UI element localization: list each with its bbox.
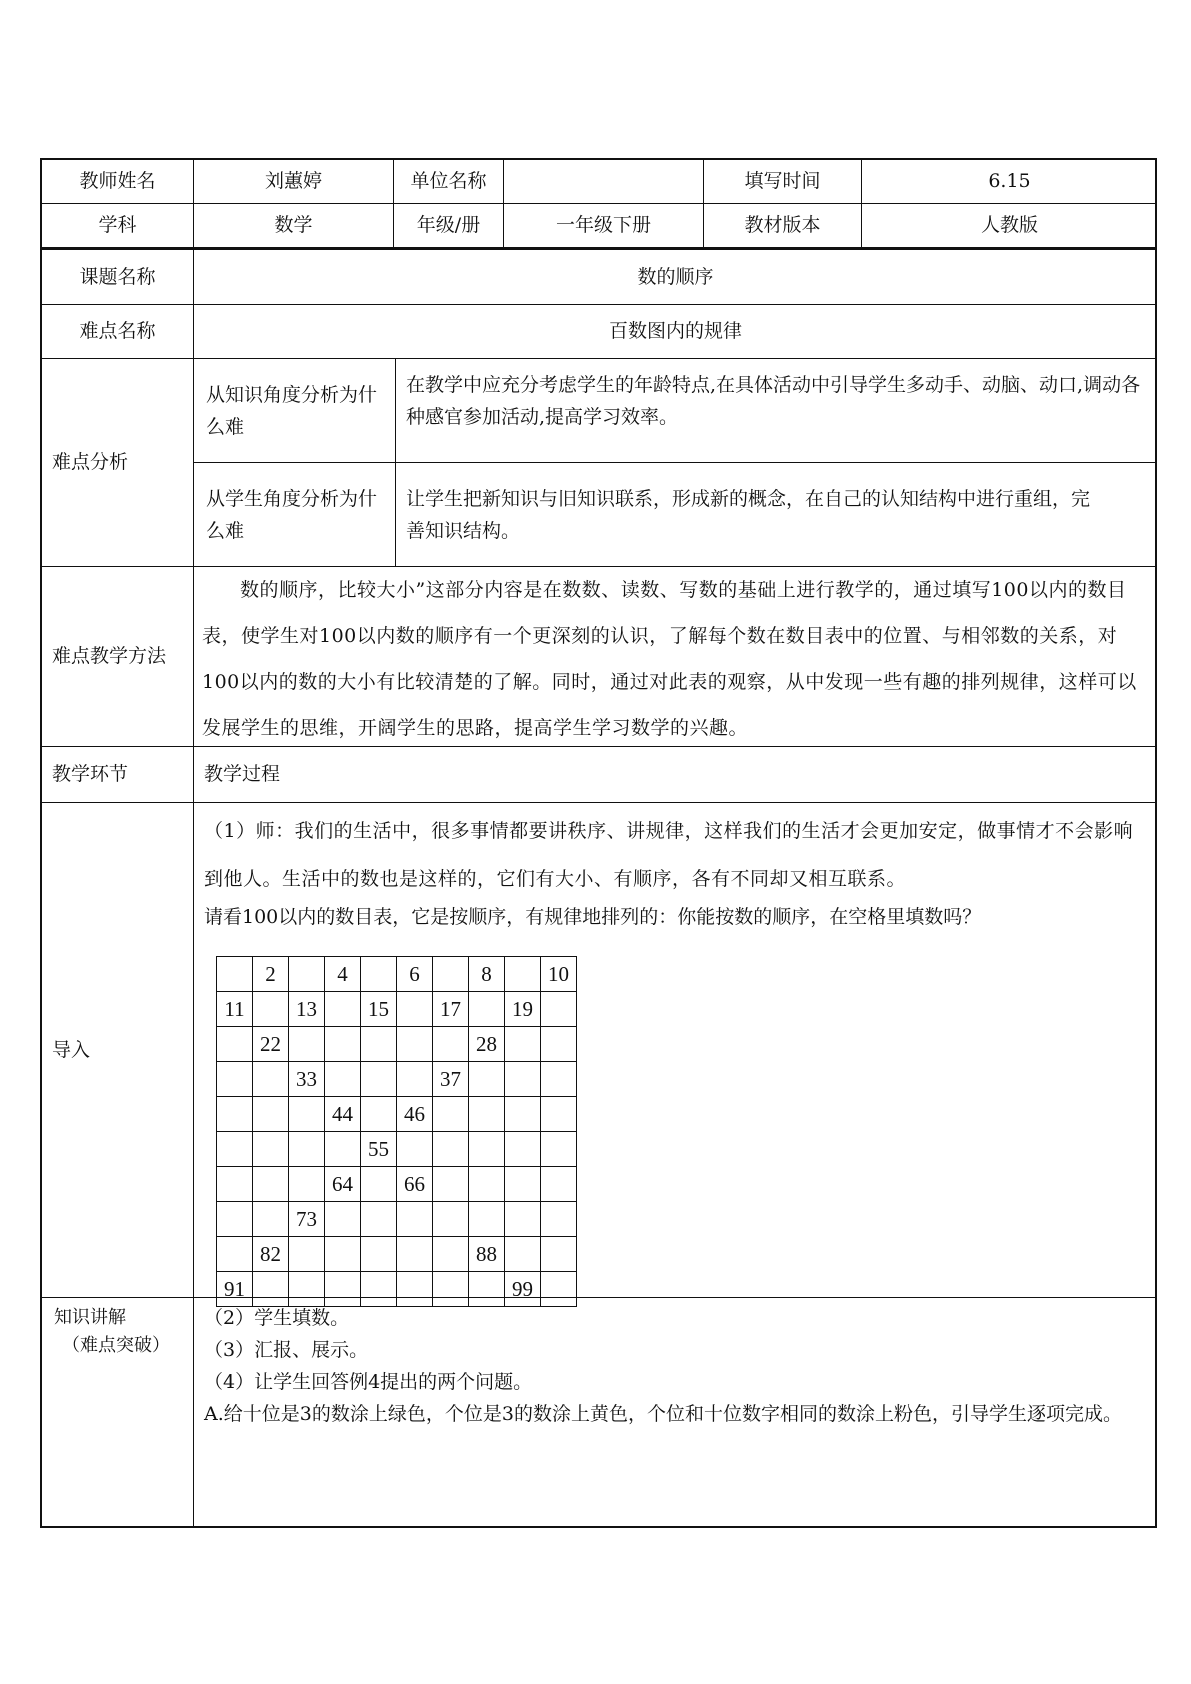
grid-cell: 19	[505, 992, 541, 1027]
student-angle-text: 让学生把新知识与旧知识联系，形成新的概念，在自己的认知结构中进行重组，完善知识结构。	[406, 487, 1091, 542]
knowledge-label-cell	[42, 1298, 194, 1528]
grid-cell	[325, 1202, 361, 1237]
grid-cell	[505, 1027, 541, 1062]
grid-cell	[433, 957, 469, 992]
grid-cell	[253, 992, 289, 1027]
grid-cell	[217, 1132, 253, 1167]
grid-cell	[253, 1167, 289, 1202]
grid-cell: 46	[397, 1097, 433, 1132]
grade-label: 年级/册	[394, 204, 504, 248]
grid-cell	[361, 1097, 397, 1132]
grid-cell	[217, 1167, 253, 1202]
grid-cell	[289, 1272, 325, 1307]
grid-cell	[433, 1097, 469, 1132]
student-angle-text-cell	[396, 463, 1157, 567]
grid-cell	[541, 1062, 577, 1097]
grid-cell	[361, 1202, 397, 1237]
grid-cell	[217, 1027, 253, 1062]
grid-cell	[217, 1202, 253, 1237]
difficulty-label: 难点名称	[42, 305, 194, 359]
grid-cell	[469, 992, 505, 1027]
grid-row	[217, 1027, 577, 1062]
grid-cell	[253, 1062, 289, 1097]
grid-cell	[217, 1237, 253, 1272]
teacher-label: 教师姓名	[42, 160, 194, 204]
knowledge-step-a: A.给十位是3的数涂上绿色，个位是3的数涂上黄色，个位和十位数字相同的数涂上粉色，引导学生逐项完成。	[204, 1403, 1122, 1425]
grid-cell: 91	[217, 1272, 253, 1307]
grid-cell	[289, 1027, 325, 1062]
grid-cell: 6	[397, 957, 433, 992]
grid-row	[217, 1132, 577, 1167]
grid-cell: 8	[469, 957, 505, 992]
grid-cell	[505, 957, 541, 992]
method-text: 数的顺序，比较大小”这部分内容是在数数、读数、写数的基础上进行教学的，通过填写100以内的数目表，使学生对100以内数的顺序有一个更深刻的认识，了解每个数在数目表中的位置、与相邻数的关系，对100以内的数的大小有比较清楚的了解。同时，通过对此表的观察，从中发现一些有趣的排列规律，这样可以发展学生的思维，开阔学生的思路，提高学生学习数学的兴趣。	[202, 579, 1137, 739]
date-value: 6.15	[862, 160, 1157, 204]
grid-cell	[217, 1097, 253, 1132]
grid-cell	[541, 1027, 577, 1062]
process-content-label: 教学过程	[194, 747, 1157, 803]
method-label	[42, 567, 194, 747]
grid-cell	[433, 1167, 469, 1202]
topic-label: 课题名称	[42, 250, 194, 305]
student-angle-label-cell	[194, 463, 396, 567]
knowledge-step-4: （4）让学生回答例4提出的两个问题。	[204, 1371, 533, 1393]
grid-cell: 99	[505, 1272, 541, 1307]
grid-cell	[505, 1097, 541, 1132]
grid-cell	[325, 1027, 361, 1062]
grid-cell: 15	[361, 992, 397, 1027]
grid-cell	[433, 1272, 469, 1307]
grid-cell: 17	[433, 992, 469, 1027]
grid-row	[217, 992, 577, 1027]
grid-cell: 44	[325, 1097, 361, 1132]
grid-cell	[325, 1132, 361, 1167]
topic-value: 数的顺序	[194, 250, 1157, 305]
grid-cell	[361, 1062, 397, 1097]
grid-cell	[253, 1097, 289, 1132]
grid-cell	[397, 1132, 433, 1167]
grid-cell	[505, 1062, 541, 1097]
lesson-plan-table	[40, 158, 1157, 1528]
edition-value: 人教版	[862, 204, 1157, 248]
grid-cell	[289, 1167, 325, 1202]
grid-cell	[325, 1272, 361, 1307]
unit-value	[504, 160, 704, 204]
knowledge-angle-label: 从知识角度分析为什么难	[206, 383, 378, 438]
grid-cell	[289, 1237, 325, 1272]
difficulty-value: 百数图内的规律	[194, 305, 1157, 359]
intro-text-1: （1）师：我们的生活中，很多事情都要讲秩序、讲规律，这样我们的生活才会更加安定，做事情才不会影响到他人。生活中的数也是这样的，它们有大小、有顺序，各有不同却又相互联系。	[204, 820, 1134, 890]
grid-cell: 88	[469, 1237, 505, 1272]
grid-cell	[253, 1202, 289, 1237]
grid-cell	[541, 1237, 577, 1272]
grid-cell	[433, 1027, 469, 1062]
knowledge-angle-text: 在教学中应充分考虑学生的年龄特点,在具体活动中引导学生多动手、动脑、动口,调动各种感官参加活动,提高学习效率。	[406, 374, 1141, 428]
method-label-text: 难点教学方法	[52, 645, 167, 668]
grid-cell	[505, 1167, 541, 1202]
grid-cell	[289, 957, 325, 992]
subject-value: 数学	[194, 204, 394, 248]
grid-cell	[289, 1097, 325, 1132]
grid-cell: 22	[253, 1027, 289, 1062]
grid-cell	[469, 1167, 505, 1202]
grid-cell	[541, 1167, 577, 1202]
grid-cell: 10	[541, 957, 577, 992]
grid-cell	[469, 1132, 505, 1167]
grid-row	[217, 957, 577, 992]
grid-cell	[505, 1237, 541, 1272]
grid-cell	[397, 992, 433, 1027]
grid-cell: 13	[289, 992, 325, 1027]
grid-cell: 28	[469, 1027, 505, 1062]
grade-value: 一年级下册	[504, 204, 704, 248]
grid-row	[217, 1167, 577, 1202]
grid-cell	[505, 1132, 541, 1167]
grid-cell	[541, 1272, 577, 1307]
knowledge-label-line1: 知识讲解	[54, 1307, 126, 1328]
grid-cell	[397, 1237, 433, 1272]
grid-cell	[433, 1237, 469, 1272]
grid-cell	[217, 1062, 253, 1097]
grid-row	[217, 1097, 577, 1132]
grid-cell	[325, 1237, 361, 1272]
grid-cell	[469, 1062, 505, 1097]
knowledge-step-2: （2）学生填数。	[204, 1307, 350, 1329]
knowledge-angle-label-cell	[194, 359, 396, 463]
grid-cell	[469, 1272, 505, 1307]
teacher-value: 刘蕙婷	[194, 160, 394, 204]
grid-cell	[217, 957, 253, 992]
grid-cell	[433, 1202, 469, 1237]
grid-cell	[361, 957, 397, 992]
grid-cell	[541, 1202, 577, 1237]
grid-cell: 37	[433, 1062, 469, 1097]
intro-label: 导入	[42, 803, 194, 1298]
grid-cell	[289, 1132, 325, 1167]
grid-row	[217, 1272, 577, 1307]
grid-cell	[325, 1062, 361, 1097]
grid-cell	[397, 1062, 433, 1097]
grid-cell	[361, 1272, 397, 1307]
knowledge-label-line2: （难点突破）	[62, 1335, 170, 1356]
grid-cell	[397, 1027, 433, 1062]
grid-row	[217, 1062, 577, 1097]
knowledge-step-3: （3）汇报、展示。	[204, 1339, 369, 1361]
grid-cell	[541, 1132, 577, 1167]
grid-cell: 64	[325, 1167, 361, 1202]
edition-label: 教材版本	[704, 204, 862, 248]
grid-cell: 55	[361, 1132, 397, 1167]
grid-cell	[469, 1097, 505, 1132]
grid-cell: 33	[289, 1062, 325, 1097]
grid-cell	[469, 1202, 505, 1237]
grid-cell: 4	[325, 957, 361, 992]
knowledge-content	[194, 1298, 1157, 1528]
grid-cell	[325, 992, 361, 1027]
grid-cell	[505, 1202, 541, 1237]
date-label: 填写时间	[704, 160, 862, 204]
grid-cell: 82	[253, 1237, 289, 1272]
hundred-chart	[216, 956, 577, 1307]
grid-row	[217, 1237, 577, 1272]
grid-cell	[397, 1202, 433, 1237]
grid-cell	[253, 1132, 289, 1167]
analysis-label: 难点分析	[42, 359, 194, 567]
grid-cell: 2	[253, 957, 289, 992]
grid-cell	[433, 1132, 469, 1167]
method-text-cell	[194, 567, 1157, 747]
grid-cell	[541, 1097, 577, 1132]
unit-label: 单位名称	[394, 160, 504, 204]
grid-cell: 66	[397, 1167, 433, 1202]
grid-cell	[361, 1237, 397, 1272]
knowledge-angle-text-cell	[396, 359, 1157, 463]
subject-label: 学科	[42, 204, 194, 248]
grid-cell	[253, 1272, 289, 1307]
student-angle-label: 从学生角度分析为什么难	[206, 487, 378, 542]
intro-text-2: 请看100以内的数目表，它是按顺序，有规律地排列的：你能按数的顺序，在空格里填数吗？	[204, 906, 982, 928]
grid-cell: 11	[217, 992, 253, 1027]
grid-cell	[361, 1167, 397, 1202]
grid-cell	[361, 1027, 397, 1062]
process-step-label: 教学环节	[42, 747, 194, 803]
grid-row	[217, 1202, 577, 1237]
grid-cell: 73	[289, 1202, 325, 1237]
grid-cell	[541, 992, 577, 1027]
grid-cell	[397, 1272, 433, 1307]
